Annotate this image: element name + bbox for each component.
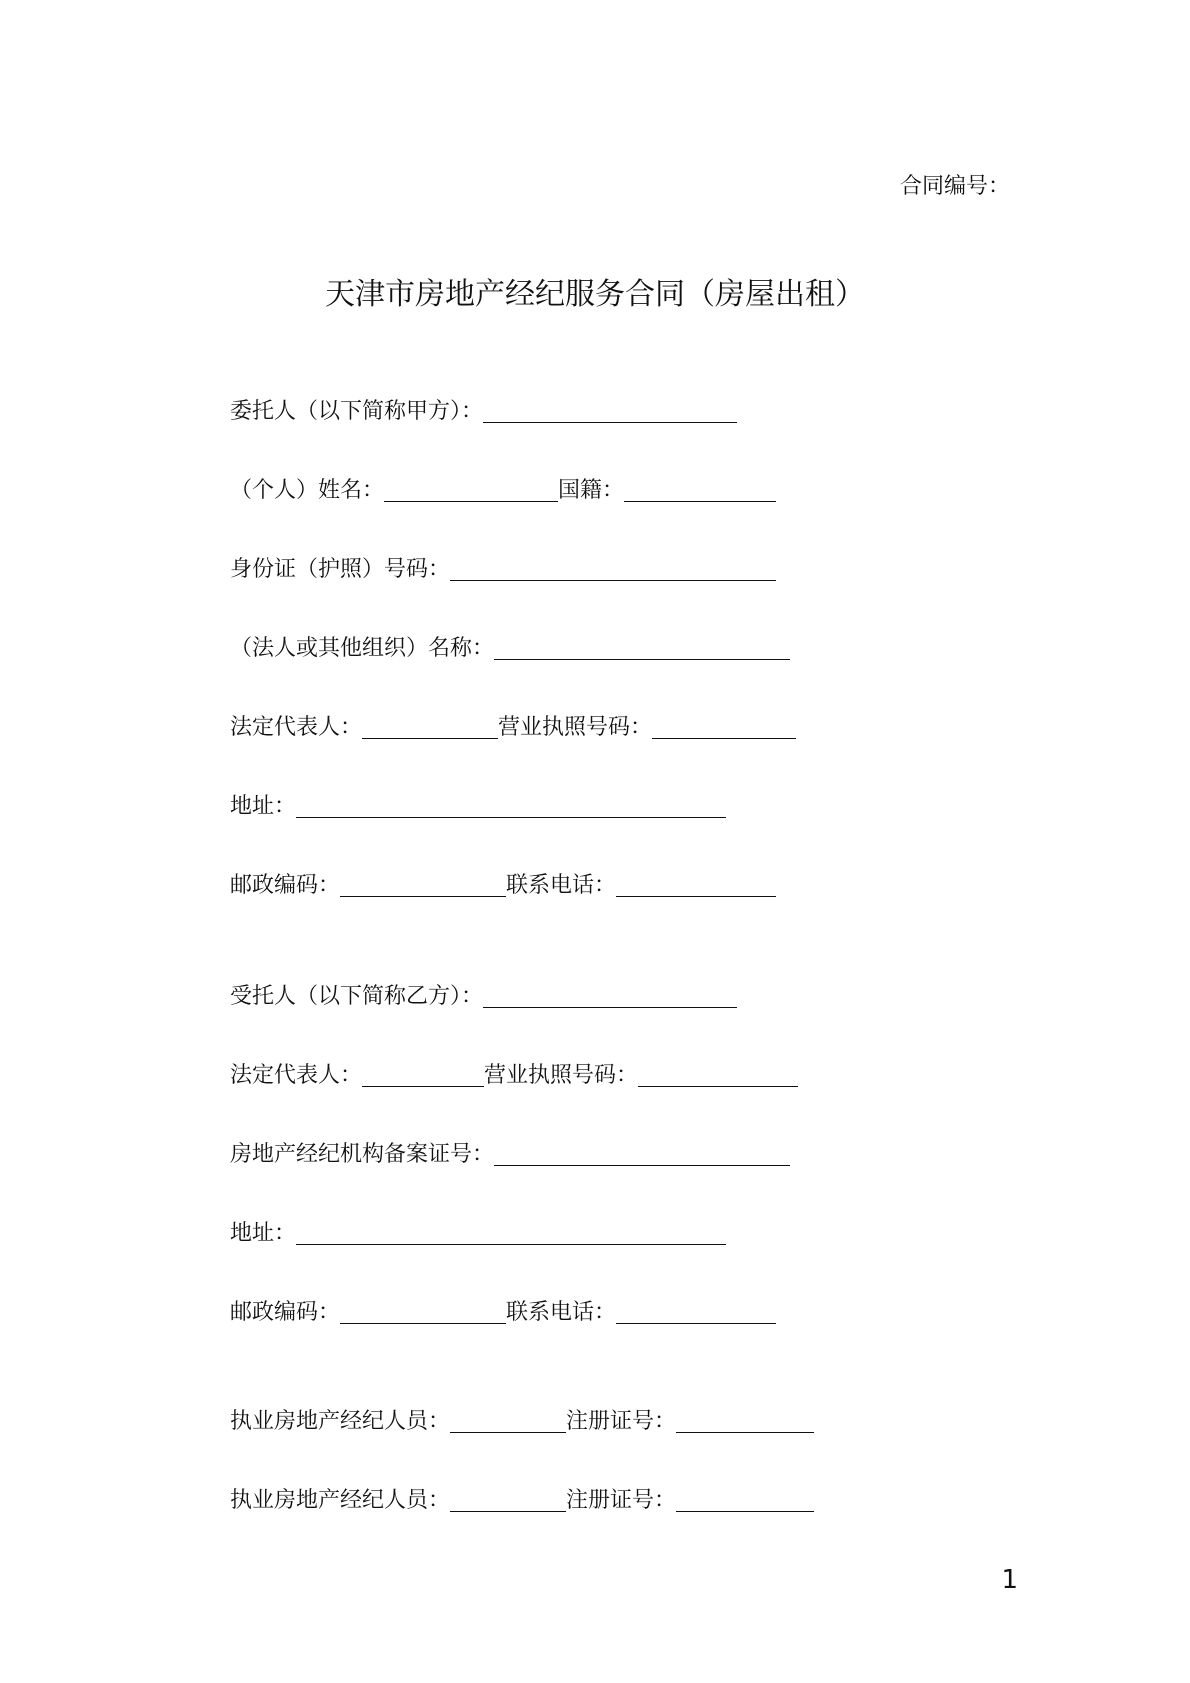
party-a-address-field[interactable] [296, 793, 726, 818]
party-a-legal-rep-label: 法定代表人： [230, 715, 363, 740]
party-b-filing-label: 房地产经纪机构备案证号： [230, 1142, 495, 1167]
broker-row [230, 1405, 814, 1437]
party-a-postcode-label: 邮政编码： [230, 873, 341, 898]
party-a-id-row [230, 553, 776, 585]
party-a-name-label: （个人）姓名： [230, 478, 385, 503]
registration-label: 注册证号： [566, 1488, 677, 1513]
party-b-license-label: 营业执照号码： [484, 1063, 639, 1088]
party-b-legal-rep-label: 法定代表人： [230, 1063, 363, 1088]
party-a-postcode-field[interactable] [340, 872, 506, 897]
party-a-org-field[interactable] [494, 635, 790, 660]
party-b-postcode-row [230, 1296, 776, 1328]
party-a-name-field[interactable] [384, 477, 558, 502]
broker-label: 执业房地产经纪人员： [230, 1409, 451, 1434]
party-a-phone-label: 联系电话： [506, 873, 617, 898]
party-a-address-row [230, 790, 726, 822]
party-a-name-row [230, 474, 776, 506]
party-b-phone-field[interactable] [616, 1299, 776, 1324]
party-b-filing-field[interactable] [494, 1141, 790, 1166]
party-a-principal-field[interactable] [483, 398, 737, 423]
broker-label: 执业房地产经纪人员： [230, 1488, 451, 1513]
party-b-legal-rep-row [230, 1059, 798, 1091]
party-a-nationality-label: 国籍： [558, 478, 625, 503]
party-b-agent-row [230, 980, 737, 1012]
party-a-id-field[interactable] [450, 556, 776, 581]
party-b-license-field[interactable] [638, 1062, 798, 1087]
registration-label: 注册证号： [566, 1409, 677, 1434]
party-a-org-label: （法人或其他组织）名称： [230, 636, 495, 661]
party-a-legal-rep-row [230, 711, 796, 743]
party-b-address-label: 地址： [230, 1221, 297, 1246]
party-b-postcode-field[interactable] [340, 1299, 506, 1324]
page-number: 1 [1001, 1565, 1018, 1595]
party-a-license-field[interactable] [652, 714, 796, 739]
party-b-filing-row [230, 1138, 790, 1170]
party-a-principal-row [230, 395, 737, 427]
party-a-license-label: 营业执照号码： [498, 715, 653, 740]
party-b-address-field[interactable] [296, 1220, 726, 1245]
party-a-id-label: 身份证（护照）号码： [230, 557, 451, 582]
party-b-address-row [230, 1217, 726, 1249]
contract-number-label: 合同编号： [899, 174, 1010, 199]
party-a-phone-field[interactable] [616, 872, 776, 897]
party-a-nationality-field[interactable] [624, 477, 776, 502]
party-a-org-row [230, 632, 790, 664]
registration-field[interactable] [676, 1408, 814, 1433]
party-b-agent-field[interactable] [483, 983, 737, 1008]
broker-field[interactable] [450, 1408, 566, 1433]
party-b-postcode-label: 邮政编码： [230, 1300, 341, 1325]
party-b-phone-label: 联系电话： [506, 1300, 617, 1325]
contract-title: 天津市房地产经纪服务合同（房屋出租） [325, 277, 865, 312]
party-a-principal-label: 委托人（以下简称甲方）： [230, 399, 484, 424]
party-a-postcode-row [230, 869, 776, 901]
party-a-address-label: 地址： [230, 794, 297, 819]
party-b-agent-label: 受托人（以下简称乙方）： [230, 984, 484, 1009]
registration-field[interactable] [676, 1487, 814, 1512]
party-a-legal-rep-field[interactable] [362, 714, 498, 739]
broker-field[interactable] [450, 1487, 566, 1512]
broker-row [230, 1484, 814, 1516]
party-b-legal-rep-field[interactable] [362, 1062, 484, 1087]
